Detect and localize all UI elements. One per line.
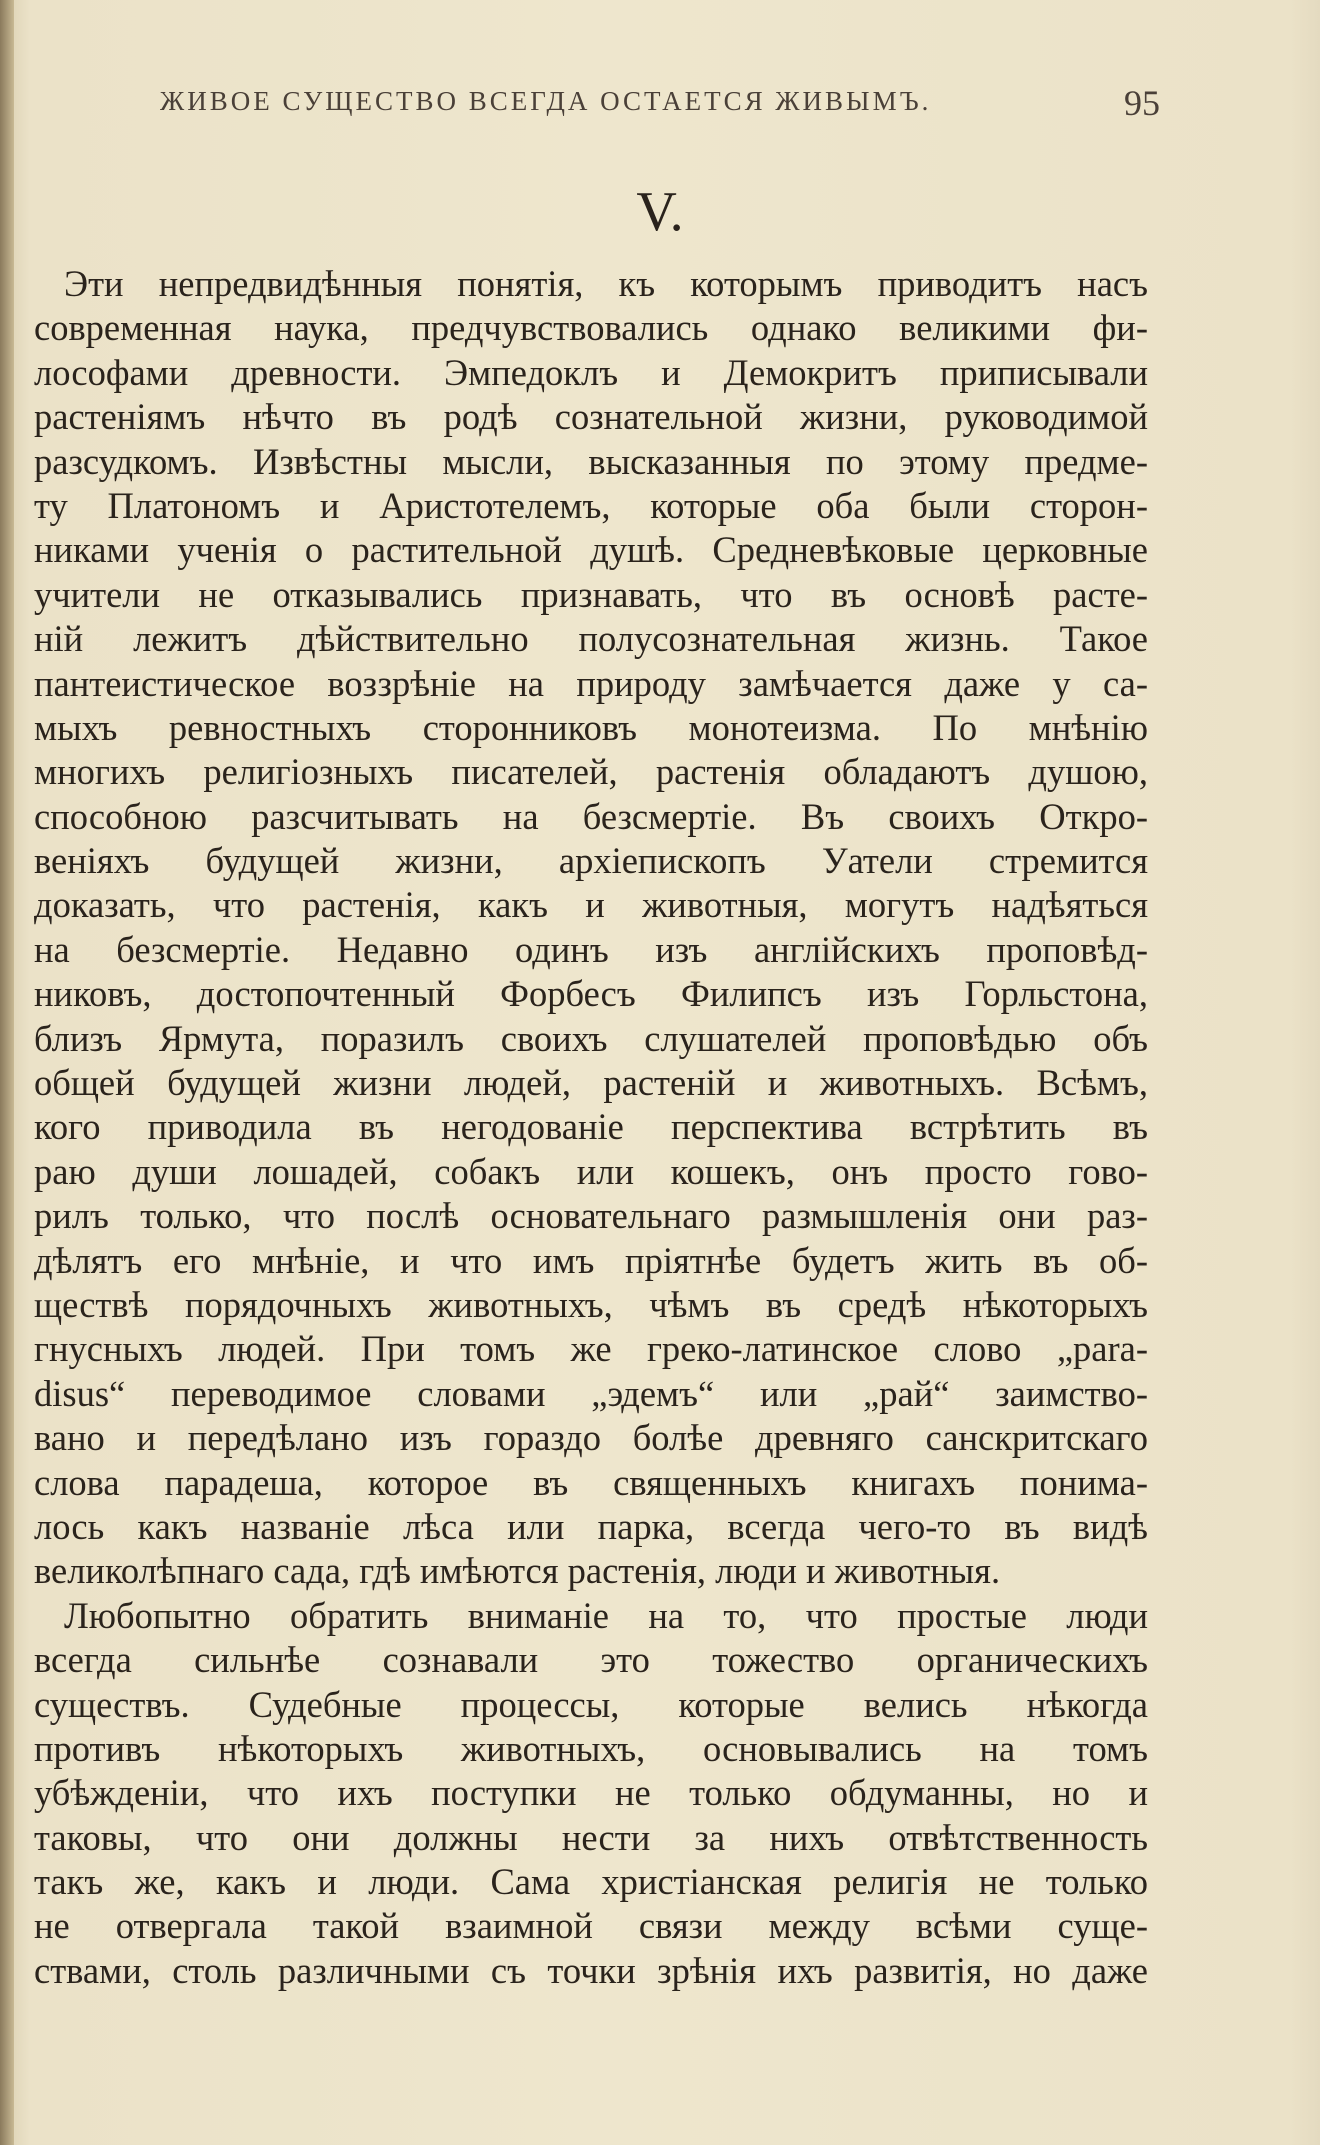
text-line: на безсмертіе. Недавно одинъ изъ англійскихъ проповѣд- [34, 928, 1148, 970]
text-line: учители не отказывались признавать, что въ основѣ расте- [34, 573, 1148, 615]
text-line: противъ нѣкоторыхъ животныхъ, основывались на томъ [34, 1727, 1148, 1769]
text-line: разсудкомъ. Извѣстны мысли, высказанныя по этому предме- [34, 440, 1148, 482]
text-line: растеніямъ нѣчто въ родѣ сознательной жизни, руководимой [34, 396, 1148, 438]
page-number: 95 [1124, 83, 1160, 123]
text-line: веніяхъ будущей жизни, архіепископъ Уатели стремится [34, 840, 1148, 882]
text-line: мыхъ ревностныхъ сторонниковъ монотеизма. По мнѣнію [34, 706, 1148, 748]
text-line: не отвергала такой взаимной связи между всѣми суще- [34, 1905, 1148, 1947]
text-line: многихъ религіозныхъ писателей, растенія обладаютъ душою, [34, 751, 1148, 793]
text-line: близъ Ярмута, поразилъ своихъ слушателей проповѣдью объ [34, 1017, 1148, 1059]
text-line: дѣлятъ его мнѣніе, и что имъ пріятнѣе будетъ жить въ об- [34, 1239, 1148, 1281]
text-line: disus“ переводимое словами „эдемъ“ или „рай“ заимство- [34, 1372, 1148, 1414]
text-line: таковы, что они должны нести за нихъ отвѣтственность [34, 1816, 1148, 1858]
text-line: слова парадеша, которое въ священныхъ книгахъ понима- [34, 1461, 1148, 1503]
text-line: всегда сильнѣе сознавали это тожество органическихъ [34, 1639, 1148, 1681]
text-line: никовъ, достопочтенный Форбесъ Филипсъ изъ Горльстона, [34, 973, 1148, 1015]
section-number: V. [636, 181, 684, 243]
text-line: лось какъ названіе лѣса или парка, всегда чего-то въ видѣ [34, 1505, 1148, 1547]
text-line: убѣжденіи, что ихъ поступки не только обдуманны, но и [34, 1772, 1148, 1814]
text-line: гнусныхъ людей. При томъ же греко-латинское слово „para- [34, 1328, 1148, 1370]
running-head: ЖИВОЕ СУЩЕСТВО ВСЕГДА ОСТАЕТСЯ ЖИВЫМЪ. [160, 86, 932, 116]
text-line: существъ. Судебные процессы, которые велись нѣкогда [34, 1683, 1148, 1725]
text-line: ществѣ порядочныхъ животныхъ, чѣмъ въ средѣ нѣкоторыхъ [34, 1283, 1148, 1325]
text-line: ствами, столь различными съ точки зрѣнія ихъ развитія, но даже [34, 1949, 1148, 1991]
text-line: никами ученія о растительной душѣ. Средневѣковые церковные [34, 529, 1148, 571]
text-line: доказать, что растенія, какъ и животныя, могутъ надѣяться [34, 884, 1148, 926]
text-line: пантеистическое воззрѣніе на природу замѣчается даже у са- [34, 662, 1148, 704]
text-line: рилъ только, что послѣ основательнаго размышленія они раз- [34, 1195, 1148, 1237]
text-line: такъ же, какъ и люди. Сама христіанская религія не только [34, 1861, 1148, 1903]
text-line: ній лежитъ дѣйствительно полусознательная жизнь. Такое [34, 618, 1148, 660]
body-text [34, 262, 1148, 1993]
book-spine-shadow [0, 0, 14, 2145]
text-line: ту Платономъ и Аристотелемъ, которые оба были сторон- [34, 484, 1148, 526]
text-line: раю души лошадей, собакъ или кошекъ, онъ просто гово- [34, 1150, 1148, 1192]
text-line: вано и передѣлано изъ гораздо болѣе древняго санскритскаго [34, 1417, 1148, 1459]
text-line: способною разсчитывать на безсмертіе. Въ своихъ Откро- [34, 795, 1148, 837]
text-line: Любопытно обратить вниманіе на то, что простые люди [64, 1594, 1148, 1636]
text-line: современная наука, предчувствовались однако великими фи- [34, 307, 1148, 349]
text-line: великолѣпнаго сада, гдѣ имѣются растенія, люди и животныя. [34, 1550, 1001, 1592]
text-line: Эти непредвидѣнныя понятія, къ которымъ приводитъ насъ [64, 263, 1148, 304]
text-line: общей будущей жизни людей, растеній и животныхъ. Всѣмъ, [34, 1062, 1148, 1104]
text-line: кого приводила въ негодованіе перспектива встрѣтить въ [34, 1106, 1148, 1148]
text-line: лософами древности. Эмпедоклъ и Демокритъ приписывали [34, 351, 1148, 393]
page-header [160, 83, 1160, 134]
